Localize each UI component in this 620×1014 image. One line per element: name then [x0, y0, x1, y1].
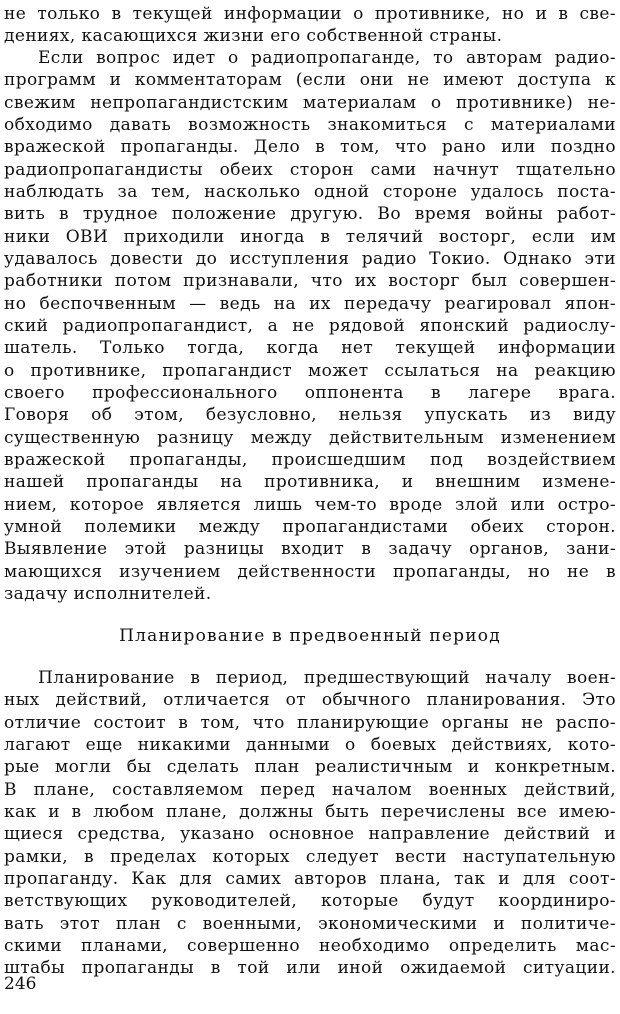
text-line: мающихся изучением действенности пропаганды, но не в — [4, 562, 616, 582]
text-line: вражеской пропаганды. Дело в том, что рано или поздно — [4, 137, 616, 157]
text-line: о противнике, пропагандист может ссылаться на реакцию — [4, 361, 616, 381]
text-line: Если вопрос идет о радиопропаганде, то авторам радио- — [38, 48, 616, 68]
text-line: ский радиопропагандист, а не рядовой японский радиослу- — [4, 316, 616, 336]
text-line: штабы пропаганды в той или иной ожидаемой ситуации. — [4, 958, 616, 978]
text-line: Выявление этой разницы входит в задачу органов, зани- — [4, 539, 616, 559]
text-line: рые могли бы сделать план реалистичным и конкретным. — [4, 757, 616, 777]
text-line: радиопропагандисты обеих сторон сами начнут тщательно — [4, 160, 616, 180]
text-line: отличие состоит в том, что планирующие органы не распо- — [4, 713, 616, 733]
text-line: нием, которое является лишь чем-то вроде злой или остро- — [4, 495, 616, 515]
text-line: работники потом признавали, что их восторг был совершен- — [4, 271, 616, 291]
text-line: щиеся средства, указано основное направление действий и — [4, 824, 616, 844]
text-line: скими планами, совершенно необходимо определить мас- — [4, 936, 616, 956]
text-line: ных действий, отличается от обычного планирования. Это — [4, 690, 616, 710]
text-line: Говоря об этом, безусловно, нельзя упускать из виду — [4, 405, 616, 425]
text-line: но беспочвенным — ведь на их передачу реагировал япон- — [4, 294, 616, 314]
text-line: обходимо давать возможность знакомиться с материалами — [4, 115, 616, 135]
text-line: вать этот план с военными, экономическими и политиче- — [4, 914, 616, 934]
text-line: лагают еще никакими данными о боевых действиях, кото- — [4, 735, 616, 755]
text-line: вить в трудное положение другую. Во время войны работ- — [4, 204, 616, 224]
text-line: как и в любом плане, должны быть перечислены все имею- — [4, 802, 616, 822]
text-line: существенную разницу между действительным изменением — [4, 428, 616, 448]
section-heading: Планирование в предвоенный период — [119, 626, 501, 646]
text-line: В плане, составляемом перед началом военных действий, — [4, 780, 616, 800]
text-line: умной полемики между пропагандистами обеих сторон. — [4, 517, 616, 537]
text-line: ники ОВИ приходили иногда в телячий восторг, если им — [4, 227, 616, 247]
text-line: пропаганду. Как для самих авторов плана, так и для соот- — [4, 869, 616, 889]
text-line: удавалось довести до исступления радио Токио. Однако эти — [4, 249, 616, 269]
text-line: нашей пропаганды на противника, и внешним измене- — [4, 472, 616, 492]
text-line: своего профессионального оппонента в лагере врага. — [4, 383, 616, 403]
text-line: шатель. Только тогда, когда нет текущей информации — [4, 338, 616, 358]
page-number: 246 — [4, 974, 37, 994]
text-line: рамки, в пределах которых следует вести наступательную — [4, 847, 616, 867]
text-line: программ и комментаторам (если они не имеют доступа к — [4, 70, 616, 90]
text-line: свежим непропагандистским материалам о противнике) не- — [4, 93, 616, 113]
text-line: вражеской пропаганды, происшедшим под воздействием — [4, 450, 616, 470]
text-line: задачу исполнителей. — [4, 584, 212, 604]
text-line: не только в текущей информации о противнике, но и в све- — [4, 4, 616, 24]
text-line: наблюдать за тем, насколько одной стороне удалось поста- — [4, 182, 616, 202]
text-line: Планирование в период, предшествующий началу воен- — [38, 668, 616, 688]
text-line: ветствующих руководителей, которые будут координиро- — [4, 891, 616, 911]
text-line: дениях, касающихся жизни его собственной страны. — [4, 26, 503, 46]
